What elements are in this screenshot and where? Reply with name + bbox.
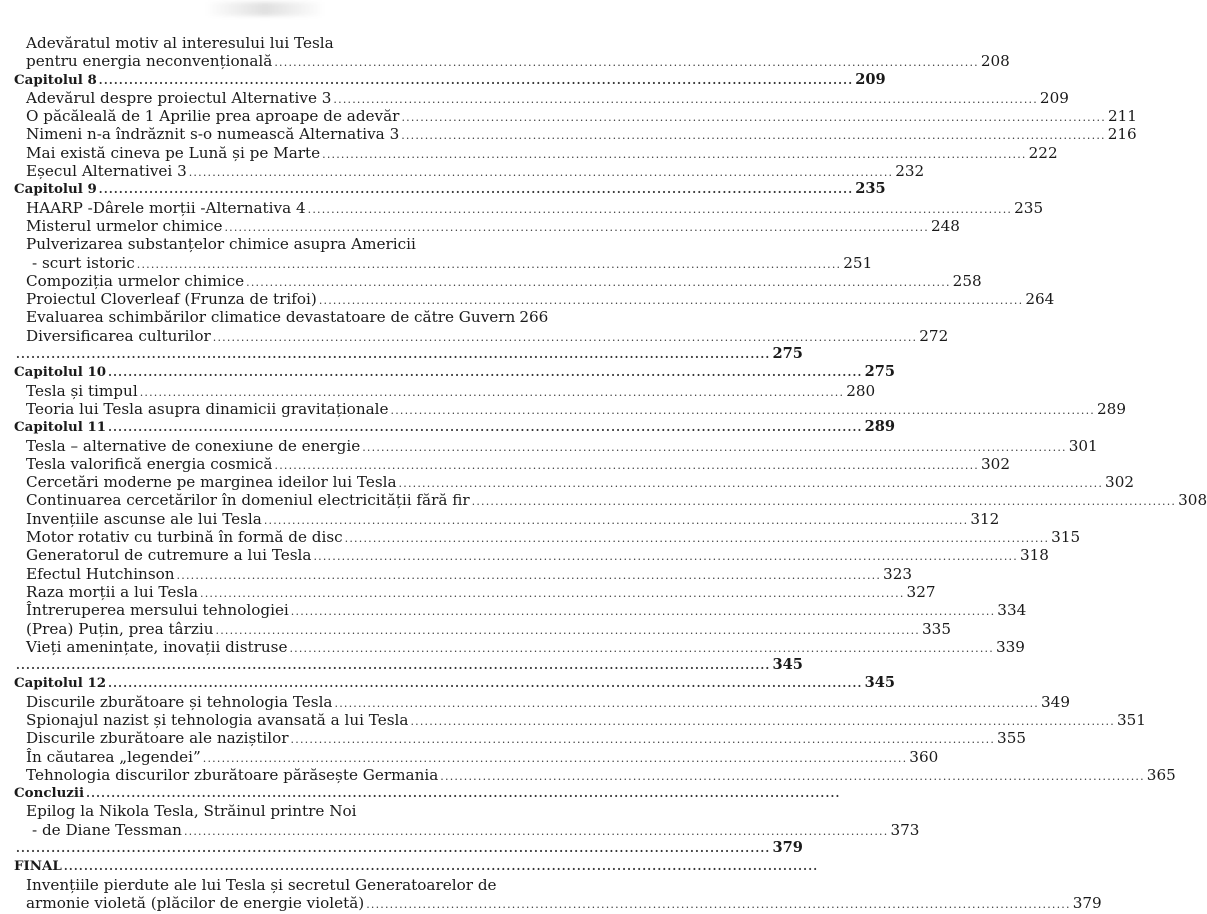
toc-entry-row bbox=[14, 692, 1070, 711]
toc-entry-row bbox=[14, 893, 1102, 912]
toc-entry-row bbox=[14, 710, 1146, 729]
entry-title: Proiectul Cloverleaf (Frunza de trifoi) bbox=[26, 290, 317, 309]
page-number: 351 bbox=[1116, 710, 1146, 729]
page-number: 235 bbox=[855, 180, 886, 198]
page-number: 318 bbox=[1019, 546, 1049, 565]
chapter-title: Capitolul 12 bbox=[14, 675, 107, 692]
leader-dots bbox=[216, 622, 921, 640]
toc-entry-row bbox=[14, 747, 939, 766]
page-number: 235 bbox=[1014, 198, 1044, 217]
page-number: 302 bbox=[1105, 473, 1135, 492]
leader-dots bbox=[177, 567, 882, 585]
page-number: 334 bbox=[997, 601, 1027, 620]
leader-dots bbox=[401, 109, 1106, 127]
entry-title: O păcăleală de 1 Aprilie prea aproape de adevăr bbox=[26, 107, 400, 126]
entry-title: Întreruperea mersului tehnologiei bbox=[26, 601, 289, 620]
entry-title: Misterul urmelor chimice bbox=[26, 216, 223, 235]
page-number: 209 bbox=[1039, 88, 1069, 107]
page-number: 302 bbox=[981, 454, 1010, 473]
toc-chapter-row bbox=[14, 784, 514, 802]
entry-title: Invențiile pierdute ale lui Tesla și secretul Generatoarelor de bbox=[26, 875, 497, 894]
entry-title: Eșecul Alternativei 3 bbox=[26, 162, 187, 181]
page-number: 315 bbox=[1051, 528, 1081, 547]
toc-entry-row bbox=[14, 729, 1027, 748]
toc-entry-row bbox=[14, 107, 1137, 126]
page-number: 272 bbox=[919, 326, 949, 345]
entry-title: Teoria lui Tesla asupra dinamicii gravitaționale bbox=[26, 399, 389, 418]
entry-title: Generatorul de cutremure a lui Tesla bbox=[26, 546, 312, 565]
leader-dots bbox=[200, 585, 905, 603]
toc-entry-row bbox=[14, 582, 936, 601]
leader-dots bbox=[308, 201, 1013, 219]
page-number: 209 bbox=[855, 70, 886, 88]
page-number: 264 bbox=[1025, 290, 1055, 309]
leader-dots bbox=[64, 858, 818, 876]
page-number: 379 bbox=[1072, 893, 1102, 912]
leader-dots bbox=[246, 274, 951, 292]
toc-entry-row bbox=[14, 564, 913, 583]
chapter-title: Capitolul 11 bbox=[14, 419, 107, 436]
entry-title: Discurile zburătoare ale naziștilor bbox=[26, 729, 289, 748]
entry-title: Epilog la Nikola Tesla, Străinul printre Noi bbox=[26, 802, 357, 821]
entry-title: Pulverizarea substanțelor chimice asupra Americii bbox=[26, 235, 416, 254]
entry-title: Adevăratul motiv al interesului lui Tesla bbox=[26, 34, 334, 52]
entry-title: Motor rotativ cu turbină în formă de disc bbox=[26, 528, 343, 547]
leader-dots bbox=[289, 640, 994, 658]
leader-dots bbox=[345, 530, 1050, 548]
leader-dots bbox=[472, 493, 1177, 511]
table-of-contents bbox=[14, 34, 1207, 912]
entry-title: Tesla și timpul bbox=[26, 381, 138, 400]
page-number: 360 bbox=[909, 747, 939, 766]
toc-chapter-row bbox=[14, 674, 896, 692]
page-number: 258 bbox=[952, 271, 982, 290]
page-number: 373 bbox=[890, 820, 920, 839]
entry-title: Invențiile ascunse ale lui Tesla bbox=[26, 509, 262, 528]
leader-dots bbox=[291, 603, 996, 621]
page-number: 345 bbox=[864, 674, 896, 692]
toc-entry-row bbox=[14, 637, 1025, 656]
toc-entry-row bbox=[14, 216, 960, 235]
toc-entry-row bbox=[14, 619, 952, 638]
page-number: 211 bbox=[1107, 107, 1137, 126]
leader-dots bbox=[401, 127, 1106, 145]
entry-title: Tesla valorifică energia cosmică bbox=[26, 454, 273, 473]
toc-chapter-row bbox=[14, 656, 803, 674]
leader-dots bbox=[366, 896, 1071, 914]
entry-title: În căutarea „legendei” bbox=[26, 747, 201, 766]
entry-title: Vieți amenințate, inovații distruse bbox=[26, 637, 288, 656]
toc-entry-row bbox=[14, 820, 920, 839]
page-number: 379 bbox=[772, 839, 803, 857]
page-number: 355 bbox=[997, 729, 1027, 748]
faded-header bbox=[205, 2, 325, 16]
toc-chapter-row bbox=[14, 345, 803, 363]
page-number: 232 bbox=[895, 162, 925, 181]
page-number: 275 bbox=[772, 345, 803, 363]
toc-entry-row bbox=[14, 290, 1055, 309]
entry-title: Cercetări moderne pe marginea ideilor lui Tesla bbox=[26, 473, 397, 492]
toc-entry-row bbox=[14, 235, 514, 253]
entry-title: Spionajul nazist și tehnologia avansată a lui Tesla bbox=[26, 710, 409, 729]
page-number: 327 bbox=[906, 582, 936, 601]
entry-title: Mai există cineva pe Lună și pe Marte bbox=[26, 143, 321, 162]
entry-title: Raza morții a lui Tesla bbox=[26, 582, 199, 601]
toc-chapter-row bbox=[14, 363, 896, 381]
page-number: 216 bbox=[1107, 125, 1137, 144]
toc-entry-row bbox=[14, 546, 1049, 565]
leader-dots bbox=[189, 164, 894, 182]
toc-entry-row bbox=[14, 454, 1010, 473]
leader-dots bbox=[213, 329, 918, 347]
page-number: 222 bbox=[1028, 143, 1058, 162]
toc-entry-row bbox=[14, 88, 1069, 107]
entry-title: Discurile zburătoare și tehnologia Tesla bbox=[26, 692, 333, 711]
page-number: 301 bbox=[1068, 436, 1098, 455]
entry-title: Compoziția urmelor chimice bbox=[26, 271, 245, 290]
leader-dots bbox=[86, 785, 840, 803]
chapter-title: Capitolul 10 bbox=[14, 364, 107, 381]
entry-title: Tehnologia discurilor zburătoare părăsește Germania bbox=[26, 765, 439, 784]
entry-title: Diversificarea culturilor bbox=[26, 326, 211, 345]
toc-entry-row bbox=[14, 143, 1058, 162]
page-number: 365 bbox=[1146, 765, 1176, 784]
leader-dots bbox=[291, 731, 996, 749]
entry-title: Tesla – alternative de conexiune de energie bbox=[26, 436, 361, 455]
page-number: 335 bbox=[922, 619, 952, 638]
page-number: 248 bbox=[930, 216, 960, 235]
entry-title: HAARP -Dârele morții -Alternativa 4 bbox=[26, 198, 306, 217]
leader-dots bbox=[333, 91, 1038, 109]
leader-dots bbox=[399, 475, 1104, 493]
leader-dots bbox=[391, 402, 1096, 420]
leader-dots bbox=[99, 72, 853, 90]
leader-dots bbox=[16, 346, 770, 364]
leader-dots bbox=[264, 512, 969, 530]
entry-title: Evaluarea schimbărilor climatice devastatoare de către Guvern bbox=[26, 308, 516, 327]
leader-dots bbox=[362, 439, 1067, 457]
toc-entry-row bbox=[14, 52, 1010, 71]
toc-entry-row bbox=[14, 162, 925, 181]
leader-dots bbox=[108, 364, 862, 382]
page-number: 266 bbox=[519, 308, 549, 327]
toc-entry-row bbox=[14, 308, 549, 327]
page-number: 208 bbox=[980, 52, 1010, 71]
page-number: 289 bbox=[864, 418, 896, 436]
toc-entry-row bbox=[14, 528, 1081, 547]
toc-entry-row bbox=[14, 326, 949, 345]
toc-entry-row bbox=[14, 399, 1127, 418]
entry-title: armonie violetă (plăcilor de energie violetă) bbox=[26, 893, 365, 912]
leader-dots bbox=[108, 419, 862, 437]
page-number: 345 bbox=[772, 656, 803, 674]
page-number: 312 bbox=[970, 509, 1000, 528]
page-number: 275 bbox=[864, 363, 896, 381]
page-number: 280 bbox=[846, 381, 876, 400]
chapter-title: FINAL bbox=[14, 858, 62, 875]
entry-title: Adevărul despre proiectul Alternative 3 bbox=[26, 88, 332, 107]
toc-entry-row bbox=[14, 198, 1044, 217]
page-number: 308 bbox=[1178, 491, 1207, 510]
toc-chapter-row bbox=[14, 70, 886, 89]
toc-entry-row bbox=[14, 876, 514, 894]
entry-title: Efectul Hutchinson bbox=[26, 564, 175, 583]
page-number: 339 bbox=[995, 637, 1025, 656]
entry-title: pentru energia neconvențională bbox=[26, 52, 273, 71]
page-number: 289 bbox=[1097, 399, 1127, 418]
chapter-title: Capitolul 8 bbox=[14, 71, 97, 88]
leader-dots bbox=[440, 768, 1145, 786]
toc-entry-row bbox=[14, 381, 876, 400]
toc-entry-row bbox=[14, 509, 1000, 528]
toc-entry-row bbox=[14, 253, 873, 272]
page-number: 349 bbox=[1041, 692, 1070, 711]
entry-title: - de Diane Tessman bbox=[32, 820, 182, 839]
leader-dots bbox=[99, 181, 853, 199]
page-number: 323 bbox=[883, 564, 913, 583]
leader-dots bbox=[313, 548, 1018, 566]
toc-entry-row bbox=[14, 765, 1176, 784]
toc-entry-row bbox=[14, 125, 1137, 144]
toc-entry-row bbox=[14, 601, 1027, 620]
chapter-title: Capitolul 9 bbox=[14, 181, 97, 198]
leader-dots bbox=[16, 657, 770, 675]
entry-title: Continuarea cercetărilor în domeniul electricității fără fir bbox=[26, 491, 470, 510]
chapter-title: Concluzii bbox=[14, 785, 85, 802]
toc-chapter-row bbox=[14, 839, 803, 857]
leader-dots bbox=[16, 840, 770, 858]
toc-chapter-row bbox=[14, 180, 886, 198]
entry-title: (Prea) Puțin, prea târziu bbox=[26, 619, 214, 638]
leader-dots bbox=[108, 675, 862, 693]
entry-title: Nimeni n-a îndrăznit s-o numească Alternativa 3 bbox=[26, 125, 400, 144]
toc-entry-row bbox=[14, 271, 982, 290]
toc-entry-row bbox=[14, 491, 1207, 510]
toc-entry-row bbox=[14, 34, 514, 52]
toc-entry-row bbox=[14, 473, 1135, 492]
page-number: 251 bbox=[843, 253, 873, 272]
toc-entry-row bbox=[14, 436, 1098, 455]
entry-title: - scurt istoric bbox=[32, 253, 135, 272]
toc-chapter-row bbox=[14, 857, 514, 875]
leader-dots bbox=[335, 695, 1040, 713]
toc-chapter-row bbox=[14, 418, 896, 436]
toc-entry-row bbox=[14, 802, 514, 820]
